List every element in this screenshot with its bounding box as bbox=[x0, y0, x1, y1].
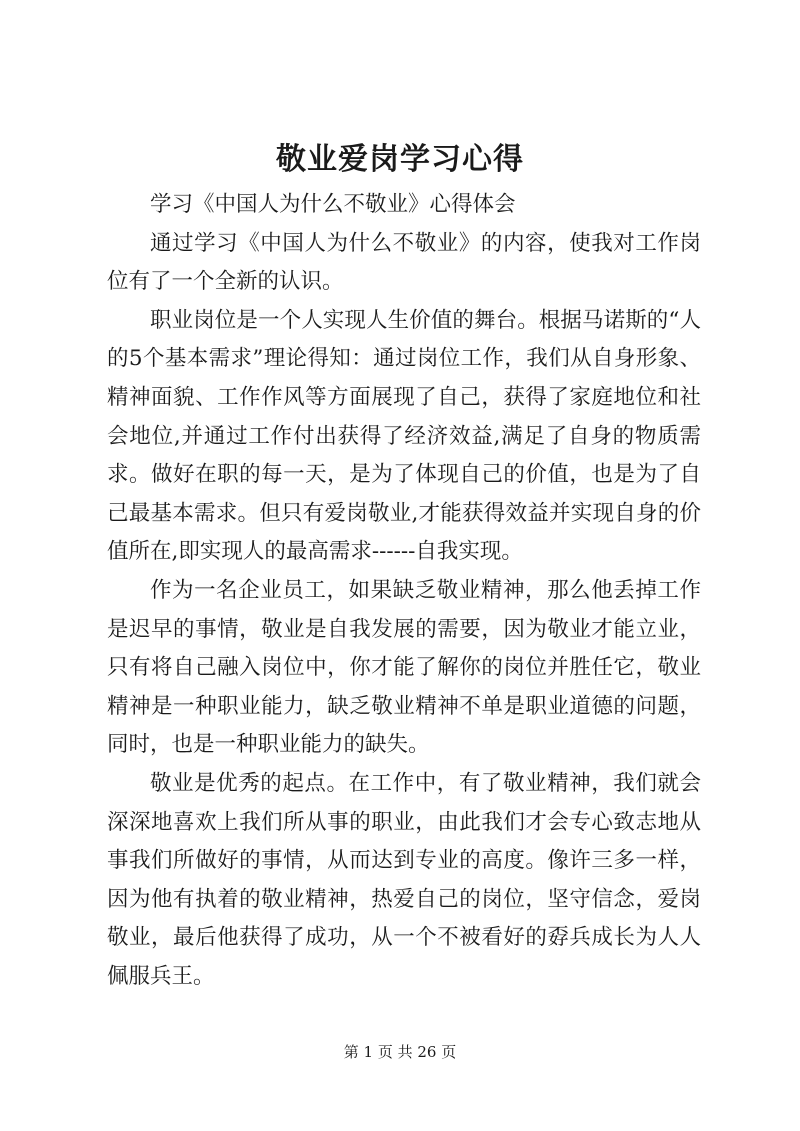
paragraph: 敬业是优秀的起点。在工作中，有了敬业精神，我们就会深深地喜欢上我们所从事的职业，由此我们才会专心致志地从事我们所做好的事情，从而达到专业的高度。像许三多一样，因为他有执着的敬业精神，热爱自己的岗位，坚守信念，爱岗敬业，最后他获得了成功，从一个不被看好的孬兵成长为人人佩服兵王。 bbox=[107, 770, 701, 989]
paragraph: 通过学习《中国人为什么不敬业》的内容，使我对工作岗位有了一个全新的认识。 bbox=[107, 230, 701, 295]
paragraph: 作为一名企业员工，如果缺乏敬业精神，那么他丢掉工作是迟早的事情，敬业是自我发展的需要，因为敬业才能立业，只有将自己融入岗位中，你才能了解你的岗位并胜任它，敬业精神是一种职业能力，缺乏敬业精神不单是职业道德的问题，同时，也是一种职业能力的缺失。 bbox=[107, 577, 701, 758]
document-body bbox=[107, 186, 701, 996]
paragraph: 职业岗位是一个人实现人生价值的舞台。根据马诺斯的“人的5个基本需求”理论得知：通过岗位工作，我们从自身形象、精神面貌、工作作风等方面展现了自己，获得了家庭地位和社会地位,并通过工作付出获得了经济效益,满足了自身的物质需求。做好在职的每一天，是为了体现自己的价值，也是为了自己最基本需求。但只有爱岗敬业,才能获得效益并实现自身的价值所在,即实现人的最高需求------自我实现。 bbox=[107, 307, 701, 565]
page-number-footer: 第 1 页 共 26 页 bbox=[343, 1043, 457, 1061]
paragraph-subtitle: 学习《中国人为什么不敬业》心得体会 bbox=[150, 192, 516, 217]
document-title: 敬业爱岗学习心得 bbox=[276, 142, 524, 177]
